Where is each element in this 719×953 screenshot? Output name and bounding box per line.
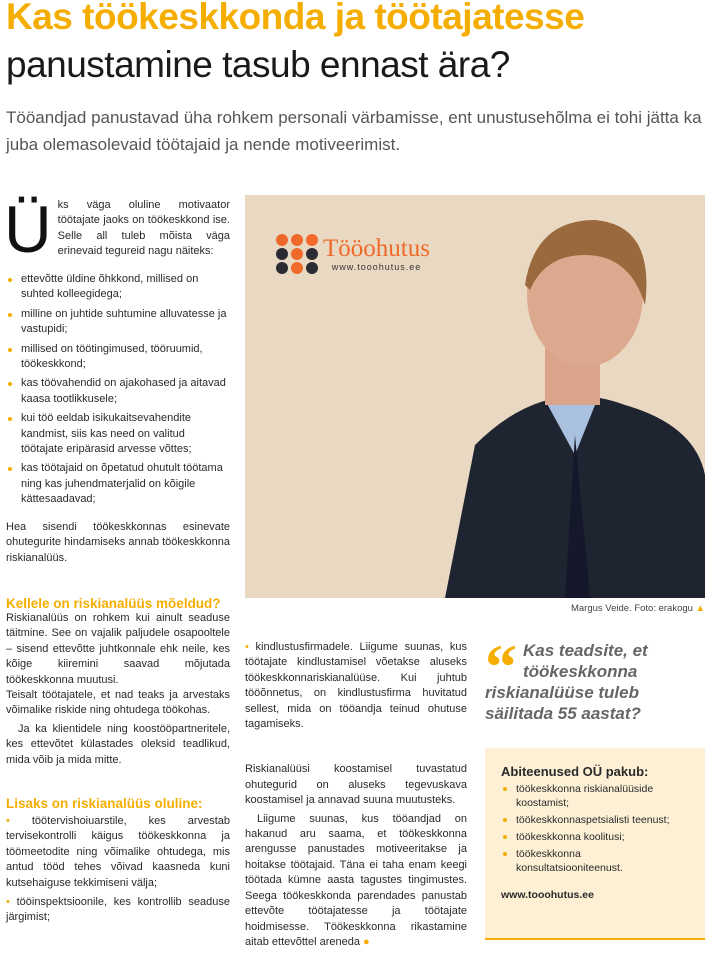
list-item: kui töö eeldab isikukaitsevahendite kandmist, siis kas need on valitud töötajate eripärasid arvesse võttes; bbox=[6, 411, 230, 457]
portrait-photo bbox=[245, 195, 705, 598]
services-list bbox=[501, 782, 689, 875]
logo-url: www.tooohutus.ee bbox=[331, 262, 422, 272]
logo-dots-icon bbox=[275, 233, 320, 275]
list-item: ettevõtte üldine õhkkond, millised on suhted kolleegidega; bbox=[6, 272, 230, 303]
paragraph: • töötervishoiuarstile, kes arvestab tervisekontrolli käigus töökeskkonna ja töömeetodite ning võimalike ohtudega, mis antud tööd tehes võivad kaasneda kuni kutsehaiguse tekkimiseni välja; bbox=[6, 814, 230, 889]
headline-line2: panustamine tasub ennast ära? bbox=[6, 44, 510, 85]
website-link[interactable]: www.tooohutus.ee bbox=[501, 889, 594, 901]
intro-text: ks väga oluline motivaator töötajate jaoks on töökeskkond ise. Selle all tuleb mõista väga erinevaid tegureid nagu näiteks: bbox=[57, 199, 230, 258]
left-column bbox=[4, 192, 230, 926]
drop-cap: Ü bbox=[4, 192, 52, 266]
paragraph: • tööinspektsioonile, kes kontrollib seaduse järgimist; bbox=[6, 896, 230, 924]
services-box bbox=[485, 748, 705, 940]
photo-caption: Margus Veide. Foto: erakogu ▲ bbox=[570, 603, 705, 614]
tooohutus-logo bbox=[275, 233, 430, 275]
paragraph: Liigume suunas, kus tööandjad on hakanud aru saama, et töökeskkonna arengusse panustades motiveeritakse ja hoitakse töötajaid. Täna ei taha enam keegi töötada kümne aasta tagustes tingimustes. Seega töökeskkonda parendades panustab ettevõte töötajatesse ja töötajate hoidmisesse. Töökeskkonna rikastamine aitab ettevõttel areneda ● bbox=[245, 812, 467, 948]
lead-paragraph: Tööandjad panustavad üha rohkem personali värbamisse, ent unustusehõlma ei tohi jätta ka juba olemasolevaid töötajaid ja nende motiveerimist. bbox=[6, 108, 702, 154]
paragraph: Teisalt töötajatele, et nad teaks ja arvestaks võimalike riskide ning ohtudega töökohas. bbox=[6, 688, 230, 717]
list-item: millised on töötingimused, tööruumid, töökeskkond; bbox=[6, 342, 230, 373]
intro-paragraph bbox=[4, 192, 230, 266]
section-heading: Lisaks on riskianalüüs oluline: bbox=[6, 795, 203, 811]
box-title: Abiteenused OÜ pakub: bbox=[501, 764, 649, 779]
list-item: milline on juhtide suhtumine alluvatesse ja vastupidi; bbox=[6, 307, 230, 338]
list-item: töökeskkonna koolitusi; bbox=[501, 830, 689, 844]
paragraph: Riskianalüüsi koostamisel tuvastatud ohutegurid on aluseks tegevuskava koostamisel ja annavad suuna muutusteks. bbox=[245, 763, 467, 807]
list-item: kas töövahendid on ajakohased ja aitavad kaasa tootlikkusele; bbox=[6, 376, 230, 407]
logo-name: Tööohutus bbox=[323, 235, 430, 262]
paragraph: Hea sisendi töökeskkonnas esinevate ohutegurite hindamiseks annab töökeskkonna riskianalüüs. bbox=[6, 520, 230, 564]
list-item: kas töötajaid on õpetatud ohutult töötama ning kas juhendmaterjalid on kõigile kättesaadavad; bbox=[6, 461, 230, 507]
pull-quote: “ Kas teadsite, et töökeskkonna riskianalüüse tuleb säilitada 55 aastat? bbox=[485, 631, 648, 723]
quote-mark-icon: “ bbox=[485, 631, 517, 702]
list-item: töökeskkonna konsultatsiooniteenust. bbox=[501, 847, 689, 875]
paragraph: • kindlustusfirmadele. Liigume suunas, kus töötajate kindlustamisel võetakse aluseks töökeskkonnariskianalüüse. Kui juhtub tööõnnetus, on kindlustusfirma huvitatud sellest, mida on tööandja teinud ohutuse tagamiseks. bbox=[245, 641, 467, 731]
paragraph: Ja ka klientidele ning koostööpartneritele, kes ettevõtet külastades oleksid teadlikud, mida võib ja mida mitte. bbox=[6, 722, 230, 766]
section-heading: Kellele on riskianalüüs mõeldud? bbox=[6, 595, 221, 611]
headline-line1: Kas töökeskkonda ja töötajatesse bbox=[6, 0, 585, 37]
end-dot-icon: ● bbox=[363, 935, 370, 948]
paragraph: Riskianalüüs on rohkem kui ainult seaduse täitmine. See on vajalik paljudele osapooltele – sisend ettevõtte juhtkonnale ehk neile, kes kõige kiiremini saavad mõjutada töökeskkonna muutusi. bbox=[6, 611, 230, 686]
list-item: töökeskkonnaspetsialisti teenust; bbox=[501, 813, 689, 827]
factor-list bbox=[6, 260, 230, 508]
list-item: töökeskkonna riskianalüüside koostamist; bbox=[501, 782, 689, 810]
triangle-icon: ▲ bbox=[695, 603, 705, 614]
middle-column bbox=[245, 640, 467, 950]
